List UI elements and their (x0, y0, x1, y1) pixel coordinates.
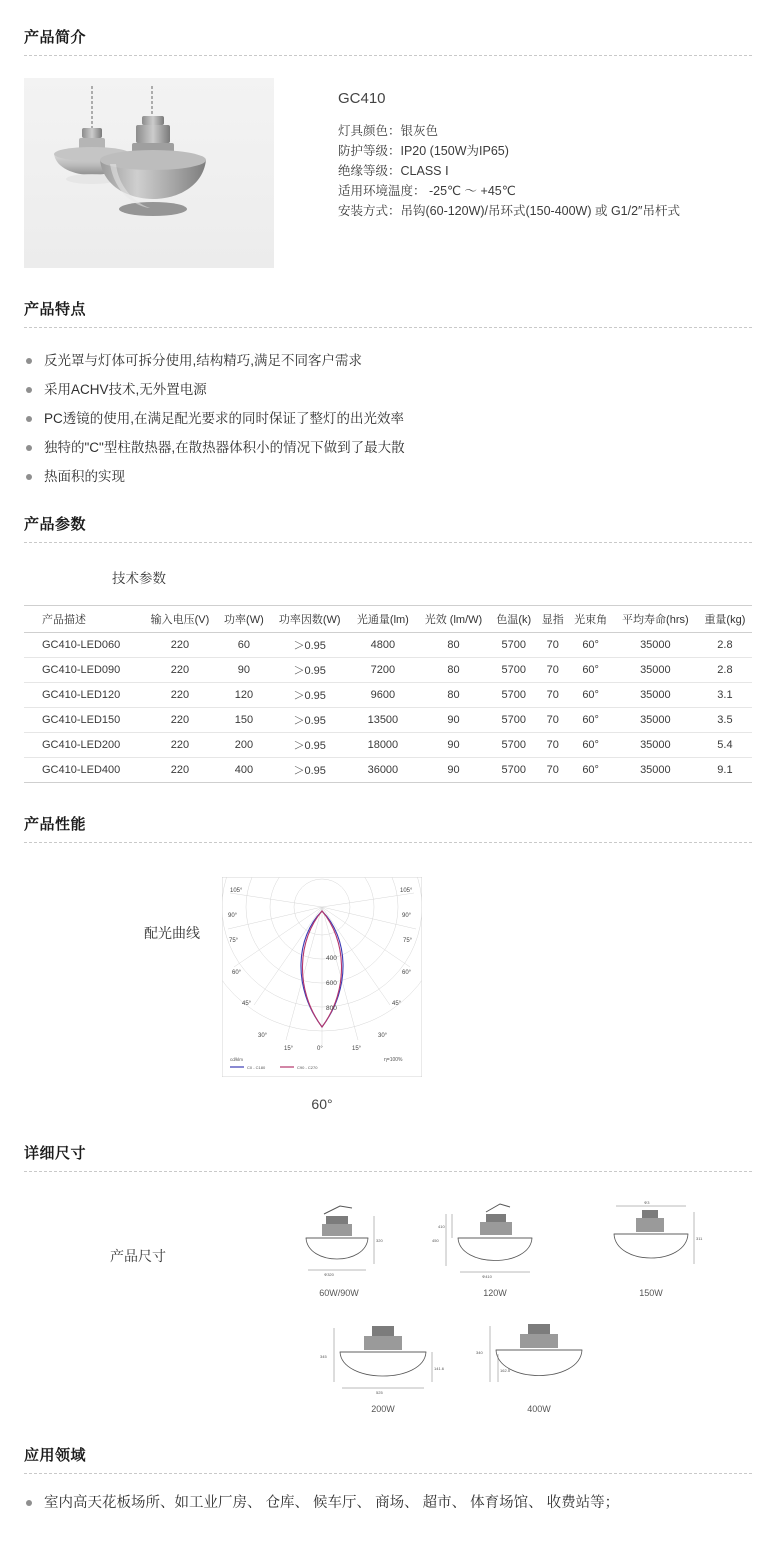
cell: 5700 (490, 758, 537, 783)
svg-text:105°: 105° (400, 888, 413, 894)
col-header: 光效 (lm/W) (417, 606, 491, 633)
col-header: 功率(W) (218, 606, 271, 633)
intro-text-block (338, 78, 680, 221)
svg-text:311: 311 (696, 1236, 703, 1241)
section-title-applications: 应用领域 (24, 1447, 87, 1464)
dimension-caption: 120W (483, 1288, 507, 1298)
cell: 5700 (490, 708, 537, 733)
list-item-continuation: 热面积的实现 (24, 462, 752, 491)
cell: 2.8 (698, 658, 752, 683)
cell: 80 (417, 683, 491, 708)
dimension-drawing-150w (586, 1198, 716, 1298)
svg-text:75°: 75° (403, 938, 413, 944)
feature-list (0, 346, 776, 491)
col-header: 功率因数(W) (270, 606, 349, 633)
section-header-intro (24, 26, 752, 56)
svg-text:800: 800 (326, 1005, 337, 1012)
svg-text:60°: 60° (232, 970, 242, 976)
lamp-outline-60w90w (274, 1198, 404, 1284)
polar-diagram-wrapper (222, 877, 422, 1112)
section-header-params (24, 513, 752, 543)
cell: 13500 (349, 708, 416, 733)
section-title-params: 产品参数 (24, 516, 87, 533)
light-distribution-curve (222, 877, 422, 1077)
cell: 60° (568, 708, 613, 733)
cell: 220 (142, 658, 217, 683)
cell: GC410-LED200 (24, 733, 142, 758)
cell: 70 (537, 733, 568, 758)
svg-text:90°: 90° (402, 913, 412, 919)
cell: 220 (142, 733, 217, 758)
intro-block (0, 56, 776, 268)
col-header: 输入电压(V) (142, 606, 217, 633)
cell: 4800 (349, 633, 416, 658)
dimension-caption: 150W (639, 1288, 663, 1298)
photometric-label: 配光曲线 (144, 925, 200, 941)
section-title-features: 产品特点 (24, 301, 87, 318)
cell: 3.5 (698, 708, 752, 733)
cell: ＞0.95 (270, 733, 349, 758)
col-header: 平均寿命(hrs) (613, 606, 698, 633)
cell: 9600 (349, 683, 416, 708)
cell: 3.1 (698, 683, 752, 708)
dimension-drawing-120w (430, 1198, 560, 1298)
svg-text:320: 320 (376, 1238, 383, 1243)
svg-text:Φ410: Φ410 (482, 1274, 492, 1279)
cell: 90 (218, 658, 271, 683)
cell: 60° (568, 683, 613, 708)
svg-text:525: 525 (376, 1390, 383, 1395)
table-row (24, 758, 752, 783)
cell: 120 (218, 683, 271, 708)
svg-text:400: 400 (326, 955, 337, 962)
section-title-dimensions: 详细尺寸 (24, 1145, 87, 1162)
cell: 70 (537, 758, 568, 783)
dimension-drawing-60w90w (274, 1198, 404, 1298)
cell: 35000 (613, 683, 698, 708)
cell: 35000 (613, 658, 698, 683)
cell: ＞0.95 (270, 658, 349, 683)
application-list (0, 1488, 776, 1518)
svg-text:450: 450 (432, 1238, 439, 1243)
dimension-caption: 200W (371, 1404, 395, 1414)
intro-spec-line: 防护等级：IP20 (150W为IP65) (338, 144, 509, 158)
intro-spec-line: 灯具颜色：银灰色 (338, 124, 439, 138)
lamp-outline-400w (474, 1314, 604, 1400)
cell: 90 (417, 758, 491, 783)
cell: 18000 (349, 733, 416, 758)
svg-text:60°: 60° (402, 970, 412, 976)
svg-text:340: 340 (476, 1350, 483, 1355)
table-row (24, 733, 752, 758)
svg-text:cd/klm: cd/klm (230, 1057, 244, 1062)
spec-table (24, 605, 752, 783)
list-item: 反光罩与灯体可拆分使用,结构精巧,满足不同客户需求 (24, 346, 752, 375)
table-row (24, 633, 752, 658)
col-header: 重量(kg) (698, 606, 752, 633)
svg-text:45°: 45° (392, 1001, 402, 1007)
cell: GC410-LED400 (24, 758, 142, 783)
cell: 5700 (490, 633, 537, 658)
performance-block (0, 843, 776, 1112)
cell: 220 (142, 633, 217, 658)
cell: 70 (537, 683, 568, 708)
cell: 220 (142, 708, 217, 733)
svg-text:C90 - C270: C90 - C270 (297, 1065, 318, 1070)
list-item: 室内高天花板场所、如工业厂房、 仓库、 候车厅、 商场、 超市、 体育场馆、 收费站等； (24, 1488, 752, 1518)
list-item: PC透镜的使用,在满足配光要求的同时保证了整灯的出光效率 (24, 404, 752, 433)
svg-text:15°: 15° (284, 1046, 294, 1052)
cell: GC410-LED060 (24, 633, 142, 658)
cell: 80 (417, 658, 491, 683)
cell: 7200 (349, 658, 416, 683)
cell: 5700 (490, 733, 537, 758)
lamp-outline-200w (318, 1314, 448, 1400)
svg-text:Φ3: Φ3 (644, 1200, 650, 1205)
cell: GC410-LED090 (24, 658, 142, 683)
cell: 150 (218, 708, 271, 733)
dimension-caption: 400W (527, 1404, 551, 1414)
cell: 5700 (490, 658, 537, 683)
cell: 35000 (613, 733, 698, 758)
table-header-row (24, 606, 752, 633)
dimensions-label: 产品尺寸 (110, 1248, 166, 1264)
section-header-features (24, 298, 752, 328)
svg-text:Φ320: Φ320 (324, 1272, 334, 1277)
cell: ＞0.95 (270, 683, 349, 708)
cell: 5.4 (698, 733, 752, 758)
col-header: 光束角 (568, 606, 613, 633)
svg-text:15°: 15° (352, 1046, 362, 1052)
cell: 400 (218, 758, 271, 783)
cell: 200 (218, 733, 271, 758)
cell: 60° (568, 758, 613, 783)
svg-text:75°: 75° (229, 938, 239, 944)
cell: ＞0.95 (270, 758, 349, 783)
cell: 220 (142, 758, 217, 783)
cell: 35000 (613, 758, 698, 783)
dimension-drawing-200w (318, 1314, 448, 1414)
section-header-performance (24, 813, 752, 843)
cell: 90 (417, 708, 491, 733)
product-photo (24, 78, 274, 268)
list-item: 采用ACHV技术,无外置电源 (24, 375, 752, 404)
highbay-lamp-illustration (24, 78, 274, 268)
product-model: GC410 (338, 90, 386, 107)
cell: GC410-LED120 (24, 683, 142, 708)
section-header-applications (24, 1444, 752, 1474)
cell: 60° (568, 733, 613, 758)
cell: 5700 (490, 683, 537, 708)
cell: 70 (537, 633, 568, 658)
table-row (24, 683, 752, 708)
svg-text:η=100%: η=100% (384, 1057, 403, 1063)
svg-text:141.6: 141.6 (434, 1366, 445, 1371)
cell: 60 (218, 633, 271, 658)
lamp-outline-150w (586, 1198, 716, 1284)
svg-text:30°: 30° (378, 1033, 388, 1039)
dimensions-block (0, 1172, 776, 1414)
beam-angle-caption: 60° (311, 1096, 333, 1112)
col-header: 光通量(lm) (349, 606, 416, 633)
col-header: 产品描述 (24, 606, 142, 633)
svg-text:345: 345 (320, 1354, 327, 1359)
table-row (24, 658, 752, 683)
cell: 35000 (613, 708, 698, 733)
dimension-drawing-400w (474, 1314, 604, 1414)
svg-text:105°: 105° (230, 888, 243, 894)
col-header: 显指 (537, 606, 568, 633)
params-label: 技术参数 (112, 571, 166, 586)
cell: 70 (537, 658, 568, 683)
svg-text:410: 410 (438, 1224, 445, 1229)
cell: ＞0.95 (270, 708, 349, 733)
cell: 2.8 (698, 633, 752, 658)
svg-text:C0 - C180: C0 - C180 (247, 1065, 266, 1070)
col-header: 色温(k) (490, 606, 537, 633)
intro-spec-line: 安装方式：吊钩(60-120W)/吊环式(150-400W) 或 G1/2″吊杆式 (338, 204, 680, 218)
table-row (24, 708, 752, 733)
params-block (0, 543, 776, 783)
cell: 9.1 (698, 758, 752, 783)
section-title-intro: 产品简介 (24, 29, 87, 46)
svg-text:600: 600 (326, 980, 337, 987)
svg-text:90°: 90° (228, 913, 238, 919)
dimension-row (274, 1314, 752, 1414)
section-header-dimensions (24, 1142, 752, 1172)
cell: 35000 (613, 633, 698, 658)
svg-text:0°: 0° (317, 1046, 323, 1052)
cell: 60° (568, 633, 613, 658)
dimension-drawings-grid (274, 1198, 752, 1414)
cell: 70 (537, 708, 568, 733)
section-title-performance: 产品性能 (24, 816, 87, 833)
cell: 80 (417, 633, 491, 658)
svg-text:30°: 30° (258, 1033, 268, 1039)
cell: 90 (417, 733, 491, 758)
dimension-row (274, 1198, 752, 1298)
intro-spec-line: 适用环境温度： -25℃ ～ +45℃ (338, 184, 516, 198)
cell: GC410-LED150 (24, 708, 142, 733)
cell: 60° (568, 658, 613, 683)
cell: 36000 (349, 758, 416, 783)
list-item: 独特的"C"型柱散热器,在散热器体积小的情况下做到了最大散 (24, 433, 752, 462)
cell: 220 (142, 683, 217, 708)
cell: ＞0.95 (270, 633, 349, 658)
dimension-caption: 60W/90W (319, 1288, 359, 1298)
svg-text:162.5: 162.5 (500, 1368, 511, 1373)
svg-text:45°: 45° (242, 1001, 252, 1007)
lamp-outline-120w (430, 1198, 560, 1284)
intro-spec-line: 绝缘等级：CLASS Ⅰ (338, 164, 449, 178)
